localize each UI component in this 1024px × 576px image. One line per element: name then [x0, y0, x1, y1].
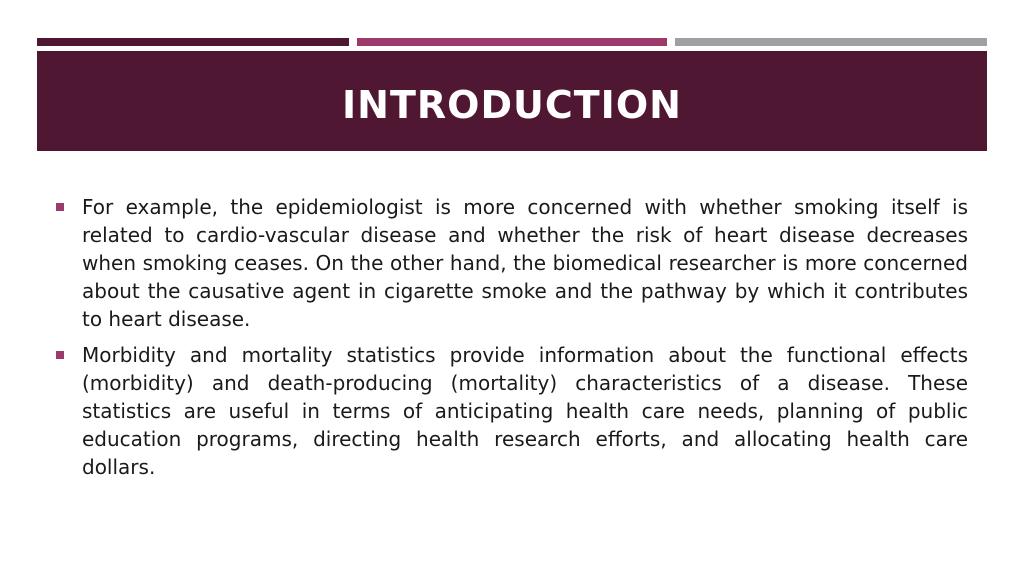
bullet-item: [56, 193, 968, 333]
accent-bar-gray: [675, 38, 987, 46]
title-banner: [37, 51, 987, 151]
bullet-item: [56, 341, 968, 481]
square-bullet-icon: [56, 351, 64, 359]
slide-title: INTRODUCTION: [342, 83, 682, 127]
accent-bar-magenta: [357, 38, 667, 46]
slide-body: [56, 193, 968, 489]
bullet-text: Morbidity and mortality statistics provide information about the functional effects (morbidity) and death-producing (mortality) characteristics of a disease. These statistics are useful in terms of anticipating health care needs, planning of public education programs, directing health research efforts, and allocating health care dollars.: [82, 343, 968, 479]
bullet-text: For example, the epidemiologist is more concerned with whether smoking itself is related to cardio-vascular disease and whether the risk of heart disease decreases when smoking ceases. On the other hand, the biomedical researcher is more concerned about the causative agent in cigarette smoke and the pathway by which it contributes to heart disease.: [82, 195, 968, 331]
square-bullet-icon: [56, 203, 64, 211]
accent-bar-dark: [37, 38, 349, 46]
